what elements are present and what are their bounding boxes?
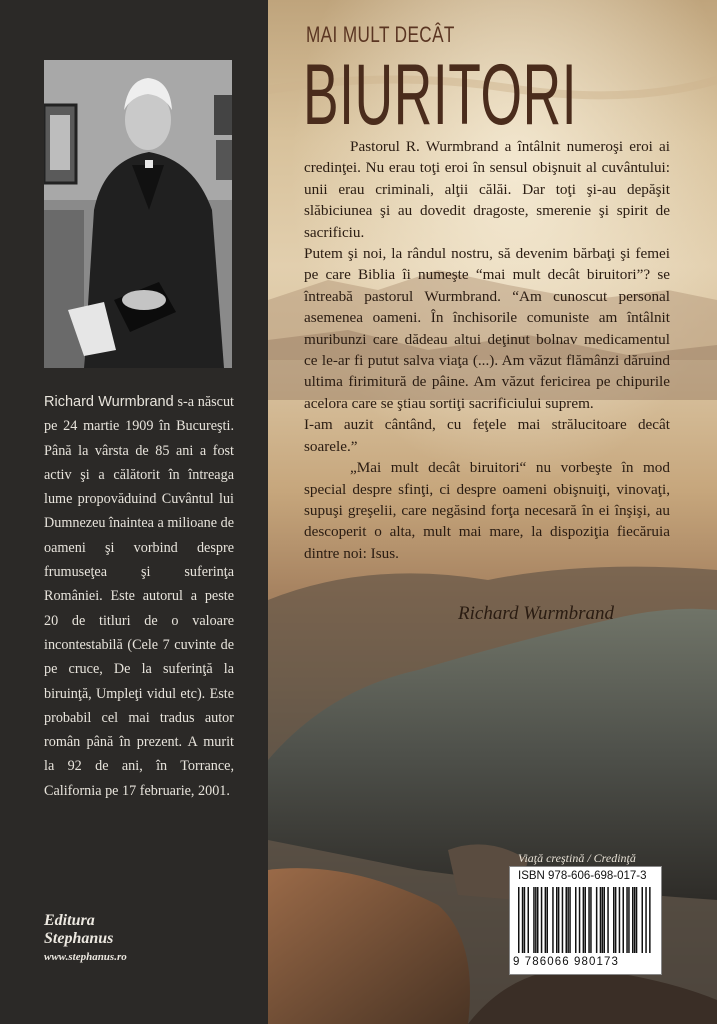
barcode-bar [626,887,628,953]
barcode-bar [632,887,634,953]
barcode-bar [558,887,560,953]
barcode-digits: 9 786066 980173 [513,956,620,968]
author-bio-text: s-a născut pe 24 martie 1909 în Bucureşti. Până la vârsta de 85 ani a fost activ şi a călătorit în întreaga lume propovăduind Cuvântul lui Dumnezeu înaintea a milioane de oameni şi vorbind despre frumuseţea şi suferinţa României. Este autorul a peste 20 de titluri de o valoare incontestabilă (Cele 7 cuvinte de pe cruce, De la suferinţă la biruinţă, Umpleţi vidul etc). Este probabil cel mai tradus autor român până în prezent. A murit la 92 de ani, în Torrance, California pe 17 februarie, 2001. [44,394,234,799]
barcode-bar [537,887,539,953]
barcode-bar [613,887,615,953]
barcode-bar [588,887,590,953]
barcode-bar [645,887,647,953]
left-panel [0,0,268,1024]
barcode-bars [516,887,656,955]
barcode-bar [566,887,568,953]
barcode-bar [518,887,520,953]
barcode-bar [600,887,602,953]
barcode-bar [583,887,585,953]
barcode-bar [547,887,549,953]
barcode-bar [522,887,524,953]
barcode-bar [585,887,587,953]
barcode-bar [590,887,592,953]
isbn-number: ISBN 978-606-698-017-3 [518,870,647,882]
barcode-bar [619,887,621,953]
barcode-bar [634,887,636,953]
blurb-paragraph-1: Pastorul R. Wurmbrand a întâlnit numeroşi eroi ai credinţei. Nu erau toţi eroi în sensul obişnuit al cuvântului: unii erau criminali, alţii călăi. Dar toţi şi-au depăşit slăbiciunea şi au dovedit dragoste, smerenie şi spirit de sacrificiu. [304,138,670,241]
publisher-name: Stephanus [44,930,114,947]
book-title: BIURITORI [303,47,578,143]
barcode-bar [628,887,630,953]
barcode-bar [562,887,564,953]
barcode-bar [567,887,569,953]
barcode-bar [552,887,554,953]
barcode-bar [602,887,604,953]
barcode-bar [615,887,617,953]
barcode-bar [636,887,638,953]
author-name: Richard Wurmbrand [44,394,174,410]
barcode-bar [528,887,530,953]
barcode-bar [642,887,644,953]
publisher-block [44,912,127,963]
book-category: Viaţă creştină / Credinţă [518,851,636,865]
blurb-paragraph-2: Putem şi noi, la rândul nostru, să devenim bărbaţi şi femei pe care Biblia îi numeşte “mai mult decât biruitori”? se întreabă pastorul Wurmbrand. “Am cunoscut personal asemenea oameni. În închisorile comuniste am întâlnit muribunzi care dădeau altui deţinut bolnav medicamentul ce le-ar fi putut salva viaţa (...). Am văzut flămânzi dăruind ultima firimitură de pâine. Am văzut fericirea pe chipurile acelora care se ştiau sortiţi sacrificiului suprem. [304,245,670,412]
author-signature: Richard Wurmbrand [458,603,615,624]
title-upper-line: MAI MULT DECÂT [306,22,455,47]
barcode-bar [604,887,606,953]
barcode-bar [535,887,537,953]
author-photo [44,60,232,368]
barcode-bar [623,887,625,953]
barcode-bar [649,887,651,953]
barcode-bar [556,887,558,953]
barcode-bar [541,887,543,953]
barcode-bar [533,887,535,953]
barcode-bar [575,887,577,953]
author-bio [44,390,234,803]
barcode-bar [545,887,547,953]
barcode-bar [607,887,609,953]
publisher-url: www.stephanus.ro [44,951,127,963]
blurb-paragraph-4: „Mai mult decât biruitori“ nu vorbeşte în mod special despre sfinţi, ci despre oameni obişnuiţi, vinovaţi, supuşi greşelii, care negăsind forţa necesară în ei înşişi, au descoperit o alta, mult mai mare, la dispoziţia fiecăruia dintre noi: Isus. [304,459,670,562]
barcode-bar [524,887,526,953]
isbn-barcode [509,866,662,975]
barcode-bar [569,887,571,953]
publisher-label: Editura [44,912,95,929]
back-cover-blurb [304,136,670,564]
blurb-paragraph-3: I-am auzit cântând, cu feţele mai strălucitoare decât soarele.” [304,416,670,455]
barcode-bar [579,887,581,953]
barcode-bar [596,887,598,953]
